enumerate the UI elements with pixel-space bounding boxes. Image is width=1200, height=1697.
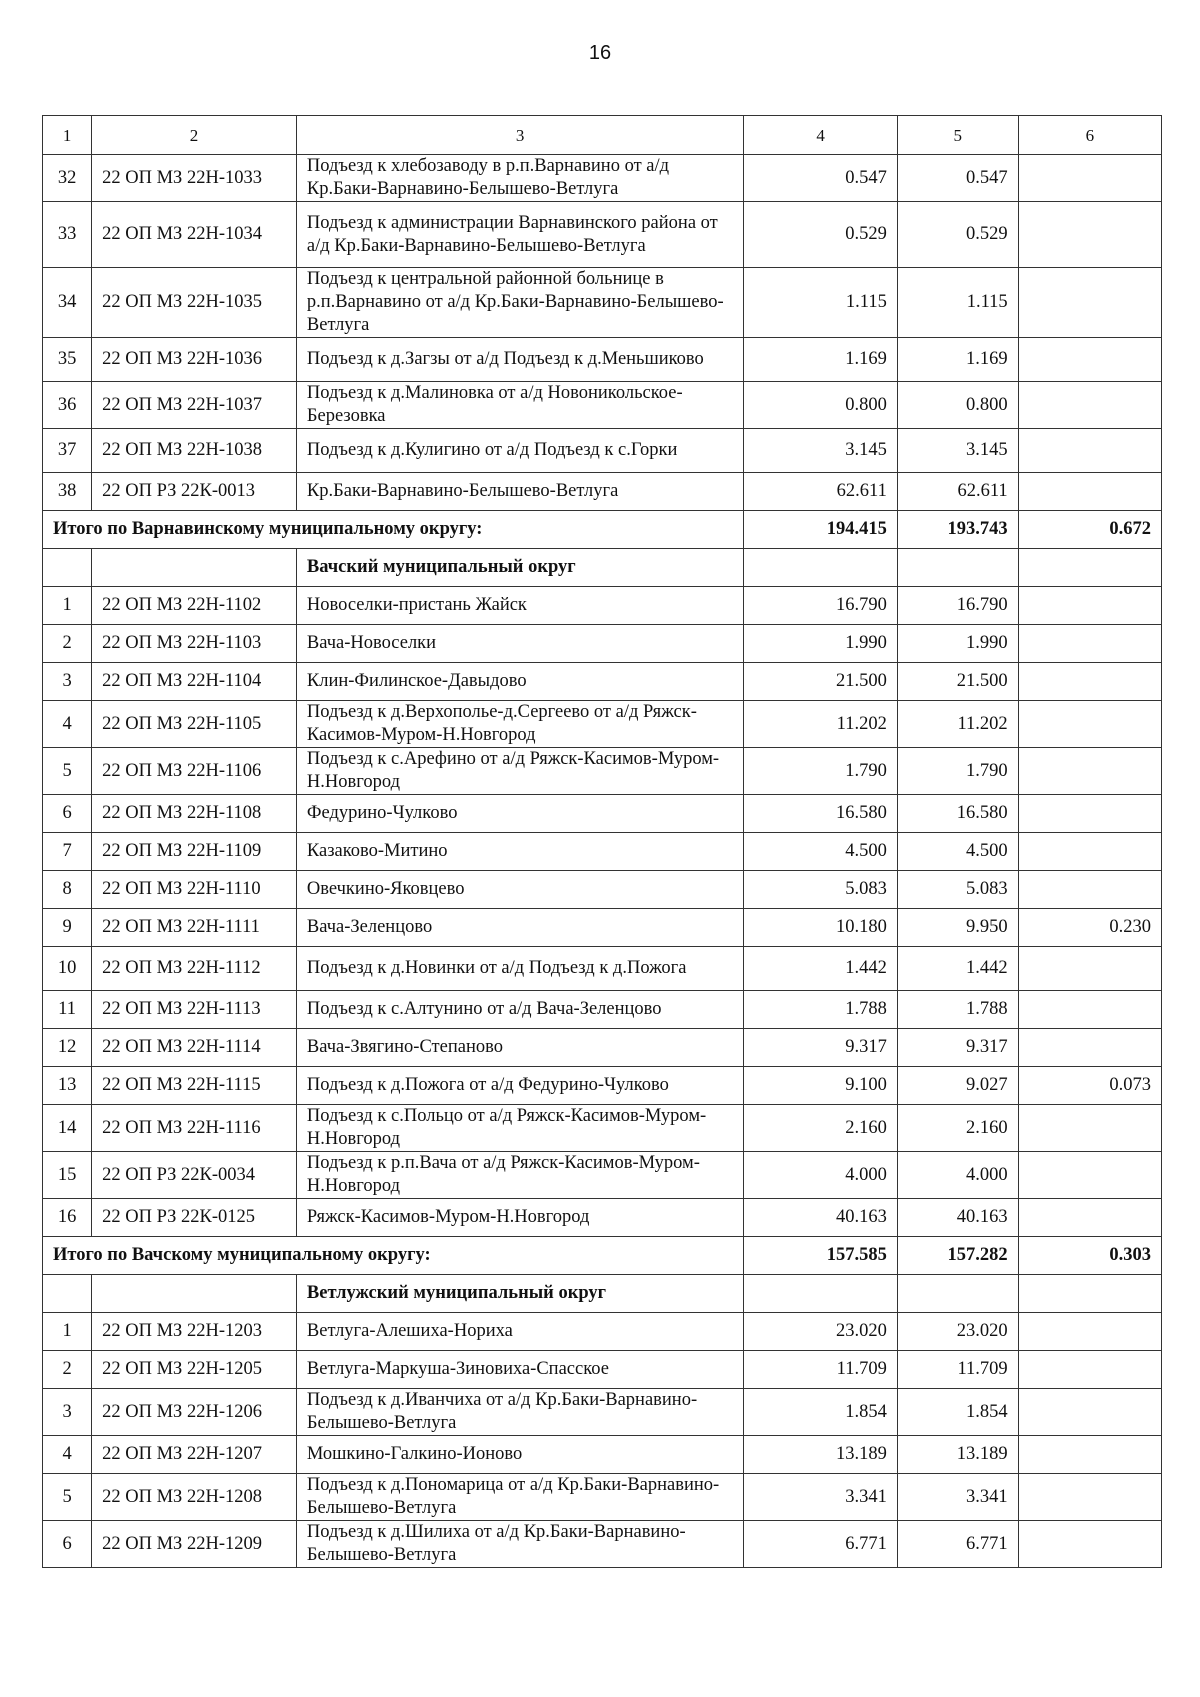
road-code: 22 ОП МЗ 22Н-1102	[92, 587, 297, 625]
road-name: Подъезд к д.Пономарица от а/д Кр.Баки-Варнавино-Белышево-Ветлуга	[296, 1474, 743, 1521]
total-label: Итого по Варнавинскому муниципальному округу:	[43, 511, 744, 549]
table-body	[43, 155, 1162, 1568]
row-number: 32	[43, 155, 92, 202]
row-number: 35	[43, 338, 92, 382]
table-row	[43, 1199, 1162, 1237]
table-row	[43, 382, 1162, 429]
value-col6	[1018, 1521, 1161, 1568]
column-header: 3	[296, 116, 743, 155]
value-col4: 1.442	[744, 947, 898, 991]
cell-empty	[897, 549, 1018, 587]
row-number: 14	[43, 1105, 92, 1152]
road-name: Подъезд к д.Иванчиха от а/д Кр.Баки-Варнавино-Белышево-Ветлуга	[296, 1389, 743, 1436]
road-code: 22 ОП МЗ 22Н-1206	[92, 1389, 297, 1436]
row-number: 15	[43, 1152, 92, 1199]
road-code: 22 ОП МЗ 22Н-1038	[92, 429, 297, 473]
value-col5: 4.000	[897, 1152, 1018, 1199]
table-row	[43, 795, 1162, 833]
road-code: 22 ОП МЗ 22Н-1112	[92, 947, 297, 991]
road-code: 22 ОП МЗ 22Н-1034	[92, 202, 297, 268]
value-col5: 0.800	[897, 382, 1018, 429]
value-col5: 1.442	[897, 947, 1018, 991]
roads-table	[42, 115, 1162, 1568]
road-name: Подъезд к хлебозаводу в р.п.Варнавино от а/д Кр.Баки-Варнавино-Белышево-Ветлуга	[296, 155, 743, 202]
road-name: Подъезд к д.Пожога от а/д Федурино-Чулково	[296, 1067, 743, 1105]
road-name: Подъезд к д.Верхополье-д.Сергеево от а/д Ряжск-Касимов-Муром-Н.Новгород	[296, 701, 743, 748]
value-col6	[1018, 338, 1161, 382]
value-col6	[1018, 701, 1161, 748]
table-row	[43, 947, 1162, 991]
value-col4: 4.500	[744, 833, 898, 871]
row-number: 1	[43, 587, 92, 625]
row-number: 2	[43, 625, 92, 663]
road-code: 22 ОП МЗ 22Н-1208	[92, 1474, 297, 1521]
value-col5: 4.500	[897, 833, 1018, 871]
road-name: Подъезд к д.Шилиха от а/д Кр.Баки-Варнавино-Белышево-Ветлуга	[296, 1521, 743, 1568]
value-col5: 0.529	[897, 202, 1018, 268]
row-number: 1	[43, 1313, 92, 1351]
row-number: 4	[43, 1436, 92, 1474]
road-code: 22 ОП МЗ 22Н-1103	[92, 625, 297, 663]
value-col5: 23.020	[897, 1313, 1018, 1351]
value-col6: 0.073	[1018, 1067, 1161, 1105]
total-label: Итого по Вачскому муниципальному округу:	[43, 1237, 744, 1275]
column-header: 1	[43, 116, 92, 155]
value-col6	[1018, 1436, 1161, 1474]
road-name: Ветлуга-Маркуша-Зиновиха-Спасское	[296, 1351, 743, 1389]
value-col5: 1.790	[897, 748, 1018, 795]
value-col6	[1018, 587, 1161, 625]
total-row	[43, 511, 1162, 549]
column-header: 4	[744, 116, 898, 155]
road-code: 22 ОП МЗ 22Н-1037	[92, 382, 297, 429]
road-code: 22 ОП МЗ 22Н-1209	[92, 1521, 297, 1568]
value-col6	[1018, 833, 1161, 871]
value-col5: 1.115	[897, 268, 1018, 338]
row-number: 5	[43, 1474, 92, 1521]
table-row	[43, 1105, 1162, 1152]
table-row	[43, 991, 1162, 1029]
table-row	[43, 1521, 1162, 1568]
value-col6	[1018, 1474, 1161, 1521]
value-col5: 11.202	[897, 701, 1018, 748]
row-number: 34	[43, 268, 92, 338]
value-col4: 62.611	[744, 473, 898, 511]
value-col6	[1018, 795, 1161, 833]
cell-empty	[92, 1275, 297, 1313]
value-col4: 3.145	[744, 429, 898, 473]
value-col6	[1018, 625, 1161, 663]
row-number: 16	[43, 1199, 92, 1237]
value-col4: 0.529	[744, 202, 898, 268]
table-row	[43, 748, 1162, 795]
section-header-row	[43, 549, 1162, 587]
table-row	[43, 625, 1162, 663]
table-row	[43, 1029, 1162, 1067]
value-col5: 1.854	[897, 1389, 1018, 1436]
value-col6	[1018, 947, 1161, 991]
value-col4: 16.790	[744, 587, 898, 625]
row-number: 33	[43, 202, 92, 268]
row-number: 9	[43, 909, 92, 947]
road-code: 22 ОП РЗ 22К-0034	[92, 1152, 297, 1199]
value-col5: 2.160	[897, 1105, 1018, 1152]
cell-empty	[1018, 1275, 1161, 1313]
column-header: 2	[92, 116, 297, 155]
value-col4: 3.341	[744, 1474, 898, 1521]
value-col4: 1.790	[744, 748, 898, 795]
value-col5: 11.709	[897, 1351, 1018, 1389]
value-col6	[1018, 1152, 1161, 1199]
value-col5: 9.317	[897, 1029, 1018, 1067]
value-col5: 9.950	[897, 909, 1018, 947]
road-name: Вача-Звягино-Степаново	[296, 1029, 743, 1067]
value-col4: 1.990	[744, 625, 898, 663]
value-col6	[1018, 1389, 1161, 1436]
row-number: 36	[43, 382, 92, 429]
road-name: Подъезд к д.Новинки от а/д Подъезд к д.Пожога	[296, 947, 743, 991]
value-col5: 0.547	[897, 155, 1018, 202]
road-code: 22 ОП МЗ 22Н-1104	[92, 663, 297, 701]
row-number: 6	[43, 795, 92, 833]
table-row	[43, 587, 1162, 625]
road-name: Ряжск-Касимов-Муром-Н.Новгород	[296, 1199, 743, 1237]
road-code: 22 ОП МЗ 22Н-1115	[92, 1067, 297, 1105]
row-number: 4	[43, 701, 92, 748]
road-name: Подъезд к д.Малиновка от а/д Новоникольское-Березовка	[296, 382, 743, 429]
row-number: 12	[43, 1029, 92, 1067]
total-col5: 157.282	[897, 1237, 1018, 1275]
road-code: 22 ОП МЗ 22Н-1207	[92, 1436, 297, 1474]
total-row	[43, 1237, 1162, 1275]
road-name: Федурино-Чулково	[296, 795, 743, 833]
value-col4: 10.180	[744, 909, 898, 947]
road-name: Подъезд к д.Загзы от а/д Подъезд к д.Меньшиково	[296, 338, 743, 382]
road-code: 22 ОП МЗ 22Н-1205	[92, 1351, 297, 1389]
road-name: Подъезд к р.п.Вача от а/д Ряжск-Касимов-Муром-Н.Новгород	[296, 1152, 743, 1199]
column-header: 6	[1018, 116, 1161, 155]
value-col4: 1.169	[744, 338, 898, 382]
road-name: Подъезд к с.Польцо от а/д Ряжск-Касимов-Муром-Н.Новгород	[296, 1105, 743, 1152]
value-col4: 11.202	[744, 701, 898, 748]
road-name: Подъезд к центральной районной больнице в р.п.Варнавино от а/д Кр.Баки-Варнавино-Белышево-Ветлуга	[296, 268, 743, 338]
value-col4: 0.547	[744, 155, 898, 202]
value-col4: 9.317	[744, 1029, 898, 1067]
table-row	[43, 338, 1162, 382]
page-number: 16	[588, 42, 612, 64]
road-name: Вача-Зеленцово	[296, 909, 743, 947]
value-col5: 5.083	[897, 871, 1018, 909]
road-code: 22 ОП МЗ 22Н-1035	[92, 268, 297, 338]
value-col6	[1018, 429, 1161, 473]
road-name: Подъезд к д.Кулигино от а/д Подъезд к с.Горки	[296, 429, 743, 473]
road-name: Кр.Баки-Варнавино-Белышево-Ветлуга	[296, 473, 743, 511]
value-col4: 23.020	[744, 1313, 898, 1351]
value-col5: 1.788	[897, 991, 1018, 1029]
table-row	[43, 701, 1162, 748]
table-row	[43, 1389, 1162, 1436]
value-col6	[1018, 1029, 1161, 1067]
value-col6	[1018, 1313, 1161, 1351]
road-name: Вача-Новоселки	[296, 625, 743, 663]
value-col4: 40.163	[744, 1199, 898, 1237]
value-col5: 1.169	[897, 338, 1018, 382]
value-col5: 21.500	[897, 663, 1018, 701]
road-name: Клин-Филинское-Давыдово	[296, 663, 743, 701]
value-col6	[1018, 202, 1161, 268]
column-header: 5	[897, 116, 1018, 155]
table-row	[43, 155, 1162, 202]
road-code: 22 ОП МЗ 22Н-1111	[92, 909, 297, 947]
table-row	[43, 833, 1162, 871]
value-col4: 1.115	[744, 268, 898, 338]
row-number: 3	[43, 1389, 92, 1436]
road-name: Подъезд к с.Алтунино от а/д Вача-Зеленцово	[296, 991, 743, 1029]
value-col4: 1.854	[744, 1389, 898, 1436]
road-code: 22 ОП МЗ 22Н-1033	[92, 155, 297, 202]
road-code: 22 ОП МЗ 22Н-1108	[92, 795, 297, 833]
road-code: 22 ОП МЗ 22Н-1036	[92, 338, 297, 382]
row-number: 6	[43, 1521, 92, 1568]
total-col6: 0.303	[1018, 1237, 1161, 1275]
value-col4: 2.160	[744, 1105, 898, 1152]
cell-empty	[43, 1275, 92, 1313]
table-row	[43, 1313, 1162, 1351]
value-col5: 3.145	[897, 429, 1018, 473]
section-header-row	[43, 1275, 1162, 1313]
cell-empty	[43, 549, 92, 587]
row-number: 2	[43, 1351, 92, 1389]
road-code: 22 ОП МЗ 22Н-1113	[92, 991, 297, 1029]
value-col5: 6.771	[897, 1521, 1018, 1568]
road-name: Мошкино-Галкино-Ионово	[296, 1436, 743, 1474]
value-col6: 0.230	[1018, 909, 1161, 947]
row-number: 10	[43, 947, 92, 991]
table-row	[43, 473, 1162, 511]
value-col6	[1018, 663, 1161, 701]
value-col5: 62.611	[897, 473, 1018, 511]
value-col5: 16.790	[897, 587, 1018, 625]
value-col6	[1018, 382, 1161, 429]
value-col5: 13.189	[897, 1436, 1018, 1474]
table-row	[43, 1152, 1162, 1199]
section-title: Ветлужский муниципальный округ	[296, 1275, 743, 1313]
value-col6	[1018, 1351, 1161, 1389]
value-col5: 1.990	[897, 625, 1018, 663]
cell-empty	[744, 549, 898, 587]
value-col6	[1018, 748, 1161, 795]
value-col4: 4.000	[744, 1152, 898, 1199]
table-row	[43, 871, 1162, 909]
value-col5: 16.580	[897, 795, 1018, 833]
table-row	[43, 1351, 1162, 1389]
table-row	[43, 1474, 1162, 1521]
table-row	[43, 663, 1162, 701]
value-col6	[1018, 1105, 1161, 1152]
cell-empty	[1018, 549, 1161, 587]
total-col5: 193.743	[897, 511, 1018, 549]
row-number: 5	[43, 748, 92, 795]
road-code: 22 ОП РЗ 22К-0125	[92, 1199, 297, 1237]
row-number: 3	[43, 663, 92, 701]
value-col6	[1018, 155, 1161, 202]
road-code: 22 ОП МЗ 22Н-1109	[92, 833, 297, 871]
value-col6	[1018, 1199, 1161, 1237]
road-code: 22 ОП РЗ 22К-0013	[92, 473, 297, 511]
cell-empty	[897, 1275, 1018, 1313]
road-name: Казаково-Митино	[296, 833, 743, 871]
row-number: 13	[43, 1067, 92, 1105]
value-col4: 5.083	[744, 871, 898, 909]
table-row	[43, 1436, 1162, 1474]
road-code: 22 ОП МЗ 22Н-1106	[92, 748, 297, 795]
value-col4: 1.788	[744, 991, 898, 1029]
row-number: 37	[43, 429, 92, 473]
road-name: Подъезд к администрации Варнавинского района от а/д Кр.Баки-Варнавино-Белышево-Ветлуга	[296, 202, 743, 268]
road-code: 22 ОП МЗ 22Н-1203	[92, 1313, 297, 1351]
table-row	[43, 1067, 1162, 1105]
total-col6: 0.672	[1018, 511, 1161, 549]
cell-empty	[92, 549, 297, 587]
section-title: Вачский муниципальный округ	[296, 549, 743, 587]
road-name: Ветлуга-Алешиха-Нориха	[296, 1313, 743, 1351]
row-number: 38	[43, 473, 92, 511]
value-col6	[1018, 473, 1161, 511]
road-name: Подъезд к с.Арефино от а/д Ряжск-Касимов-Муром-Н.Новгород	[296, 748, 743, 795]
road-name: Овечкино-Яковцево	[296, 871, 743, 909]
value-col4: 16.580	[744, 795, 898, 833]
row-number: 7	[43, 833, 92, 871]
value-col6	[1018, 268, 1161, 338]
value-col5: 3.341	[897, 1474, 1018, 1521]
table-row	[43, 268, 1162, 338]
table-row	[43, 909, 1162, 947]
value-col5: 40.163	[897, 1199, 1018, 1237]
table-header-row	[43, 116, 1162, 155]
value-col6	[1018, 991, 1161, 1029]
row-number: 8	[43, 871, 92, 909]
value-col4: 9.100	[744, 1067, 898, 1105]
cell-empty	[744, 1275, 898, 1313]
value-col4: 11.709	[744, 1351, 898, 1389]
value-col4: 13.189	[744, 1436, 898, 1474]
value-col4: 6.771	[744, 1521, 898, 1568]
road-code: 22 ОП МЗ 22Н-1114	[92, 1029, 297, 1067]
value-col5: 9.027	[897, 1067, 1018, 1105]
total-col4: 194.415	[744, 511, 898, 549]
road-code: 22 ОП МЗ 22Н-1116	[92, 1105, 297, 1152]
road-name: Новоселки-пристань Жайск	[296, 587, 743, 625]
value-col6	[1018, 871, 1161, 909]
value-col4: 21.500	[744, 663, 898, 701]
table-row	[43, 202, 1162, 268]
road-code: 22 ОП МЗ 22Н-1110	[92, 871, 297, 909]
row-number: 11	[43, 991, 92, 1029]
road-code: 22 ОП МЗ 22Н-1105	[92, 701, 297, 748]
total-col4: 157.585	[744, 1237, 898, 1275]
value-col4: 0.800	[744, 382, 898, 429]
table-row	[43, 429, 1162, 473]
